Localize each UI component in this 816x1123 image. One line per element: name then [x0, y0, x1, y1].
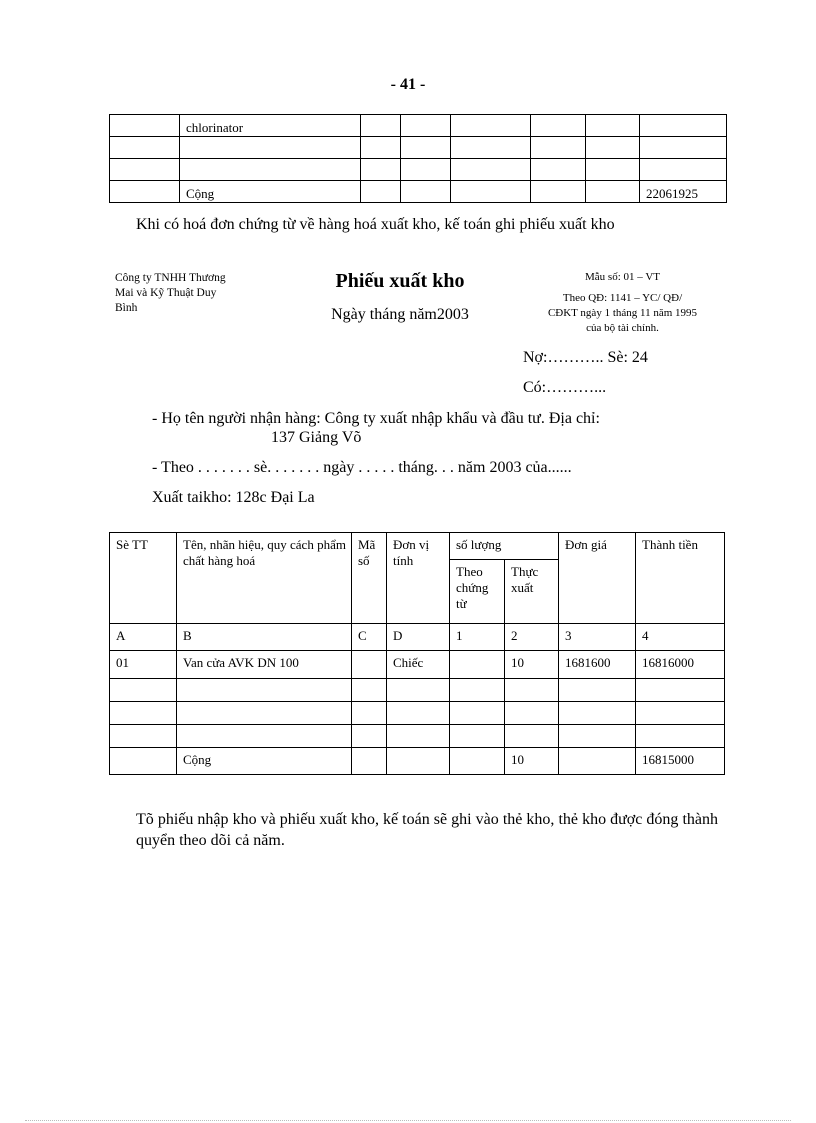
company-line: Bình — [115, 302, 138, 314]
table-cell — [586, 115, 640, 137]
table-cell — [559, 748, 636, 775]
table-cell — [586, 159, 640, 181]
table-cell — [531, 115, 586, 137]
intro-paragraph: Khi có hoá đơn chứng từ về hàng hoá xuất kho, kế toán ghi phiếu xuất kho — [136, 216, 615, 233]
table-cell — [110, 702, 177, 725]
table-cell — [110, 159, 180, 181]
column-code: D — [387, 624, 450, 651]
table-cell — [559, 679, 636, 702]
page-bottom-rule — [25, 1120, 791, 1121]
table-cell — [401, 115, 451, 137]
table-cell: 16815000 — [636, 748, 725, 775]
issue-table — [109, 532, 725, 775]
column-code: 3 — [559, 624, 636, 651]
table-cell — [352, 725, 387, 748]
table-cell — [387, 748, 450, 775]
table-cell: 1681600 — [559, 651, 636, 679]
header-unit: Đơn vị tính — [387, 533, 450, 624]
table-cell — [531, 137, 586, 159]
table-cell — [586, 137, 640, 159]
table-cell — [361, 159, 401, 181]
table-row — [110, 181, 727, 203]
table-row — [110, 137, 727, 159]
table-cell — [450, 679, 505, 702]
table-cell: 01 — [110, 651, 177, 679]
form-reference-line: Mẫu số: 01 – VT — [585, 271, 660, 283]
table-cell: 10 — [505, 748, 559, 775]
table-cell — [531, 159, 586, 181]
column-code: A — [110, 624, 177, 651]
table-row — [110, 159, 727, 181]
table-cell: 16816000 — [636, 651, 725, 679]
table-cell — [177, 679, 352, 702]
table-cell: Cộng — [177, 748, 352, 775]
table-cell — [110, 725, 177, 748]
table-cell — [451, 181, 531, 203]
header-stt: Sè TT — [110, 533, 177, 624]
table-cell: Chiếc — [387, 651, 450, 679]
table-cell — [586, 181, 640, 203]
company-line: Mai và Kỹ Thuật Duy — [115, 287, 217, 299]
table-cell — [387, 725, 450, 748]
table-row — [110, 725, 725, 748]
table-cell — [180, 159, 361, 181]
table-cell — [636, 702, 725, 725]
table-cell — [401, 159, 451, 181]
table-cell — [387, 679, 450, 702]
table-cell — [450, 651, 505, 679]
table-cell — [505, 702, 559, 725]
header-quantity: số lượng — [450, 533, 559, 560]
form-title: Phiếu xuất kho — [335, 270, 465, 292]
table-row — [110, 115, 727, 137]
continued-table — [109, 114, 727, 203]
debit-line: Nợ:……….. Sè: 24 — [523, 349, 648, 366]
table-cell — [401, 137, 451, 159]
table-cell — [110, 115, 180, 137]
column-code: 4 — [636, 624, 725, 651]
table-cell — [505, 679, 559, 702]
form-reference — [520, 270, 725, 336]
table-cell: chlorinator — [180, 115, 361, 137]
reference-line: - Theo . . . . . . . sè. . . . . . . ngày . . . . . tháng. . . năm 2003 của...... — [152, 459, 572, 476]
table-cell — [110, 181, 180, 203]
warehouse-line: Xuất taikho: 128c Đại La — [152, 489, 315, 506]
table-cell — [361, 115, 401, 137]
table-cell — [640, 115, 727, 137]
table-cell: 10 — [505, 651, 559, 679]
table-cell — [352, 748, 387, 775]
table-cell — [361, 137, 401, 159]
column-code: 2 — [505, 624, 559, 651]
table-cell — [636, 725, 725, 748]
header-code: Mã số — [352, 533, 387, 624]
table-cell — [361, 181, 401, 203]
page-number: - 41 - — [390, 76, 426, 93]
table-cell — [559, 725, 636, 748]
header-qty-doc: Theo chứng từ — [450, 560, 505, 624]
company-line: Công ty TNHH Thương — [115, 272, 226, 284]
receiver-line: - Họ tên người nhận hàng: Công ty xuất nhập khẩu và đầu tư. Địa chỉ: — [152, 410, 600, 427]
column-code-row — [110, 624, 725, 651]
table-row — [110, 748, 725, 775]
column-code: 1 — [450, 624, 505, 651]
table-row — [110, 651, 725, 679]
table-cell: Van cửa AVK DN 100 — [177, 651, 352, 679]
table-cell — [387, 702, 450, 725]
table-cell — [401, 181, 451, 203]
table-cell — [636, 679, 725, 702]
table-cell — [559, 702, 636, 725]
table-cell — [531, 181, 586, 203]
table-cell — [352, 679, 387, 702]
form-reference-line: CĐKT ngày 1 tháng 11 năm 1995 — [547, 307, 698, 319]
table-cell — [180, 137, 361, 159]
table-cell — [451, 159, 531, 181]
table-cell — [110, 748, 177, 775]
header-qty-actual: Thực xuất — [505, 560, 559, 624]
closing-paragraph: Tõ phiếu nhập kho và phiếu xuất kho, kế toán sẽ ghi vào thẻ kho, thẻ kho được đóng thành quyển theo dõi cả năm. — [136, 811, 718, 849]
form-reference-line: của bộ tài chính. — [586, 322, 659, 334]
table-cell — [352, 651, 387, 679]
header-amount: Thành tiền — [636, 533, 725, 624]
column-code: C — [352, 624, 387, 651]
table-row — [110, 702, 725, 725]
credit-line: Có:………... — [523, 379, 607, 396]
table-cell — [450, 702, 505, 725]
table-cell — [450, 748, 505, 775]
form-date: Ngày tháng năm2003 — [331, 306, 469, 323]
header-price: Đơn giá — [559, 533, 636, 624]
receiver-address: 137 Giảng Võ — [271, 429, 362, 446]
table-cell — [110, 679, 177, 702]
table-cell — [177, 725, 352, 748]
table-cell — [177, 702, 352, 725]
table-cell — [451, 115, 531, 137]
table-cell — [451, 137, 531, 159]
column-code: B — [177, 624, 352, 651]
table-row — [110, 679, 725, 702]
table-cell — [505, 725, 559, 748]
table-cell — [640, 137, 727, 159]
table-cell: Cộng — [180, 181, 361, 203]
form-reference-line: Theo QĐ: 1141 – YC/ QĐ/ — [562, 292, 683, 304]
table-cell — [110, 137, 180, 159]
header-name: Tên, nhãn hiệu, quy cách phẩm chất hàng hoá — [177, 533, 352, 624]
company-name — [115, 271, 265, 316]
table-cell — [640, 159, 727, 181]
table-cell — [352, 702, 387, 725]
table-cell: 22061925 — [640, 181, 727, 203]
table-cell — [450, 725, 505, 748]
